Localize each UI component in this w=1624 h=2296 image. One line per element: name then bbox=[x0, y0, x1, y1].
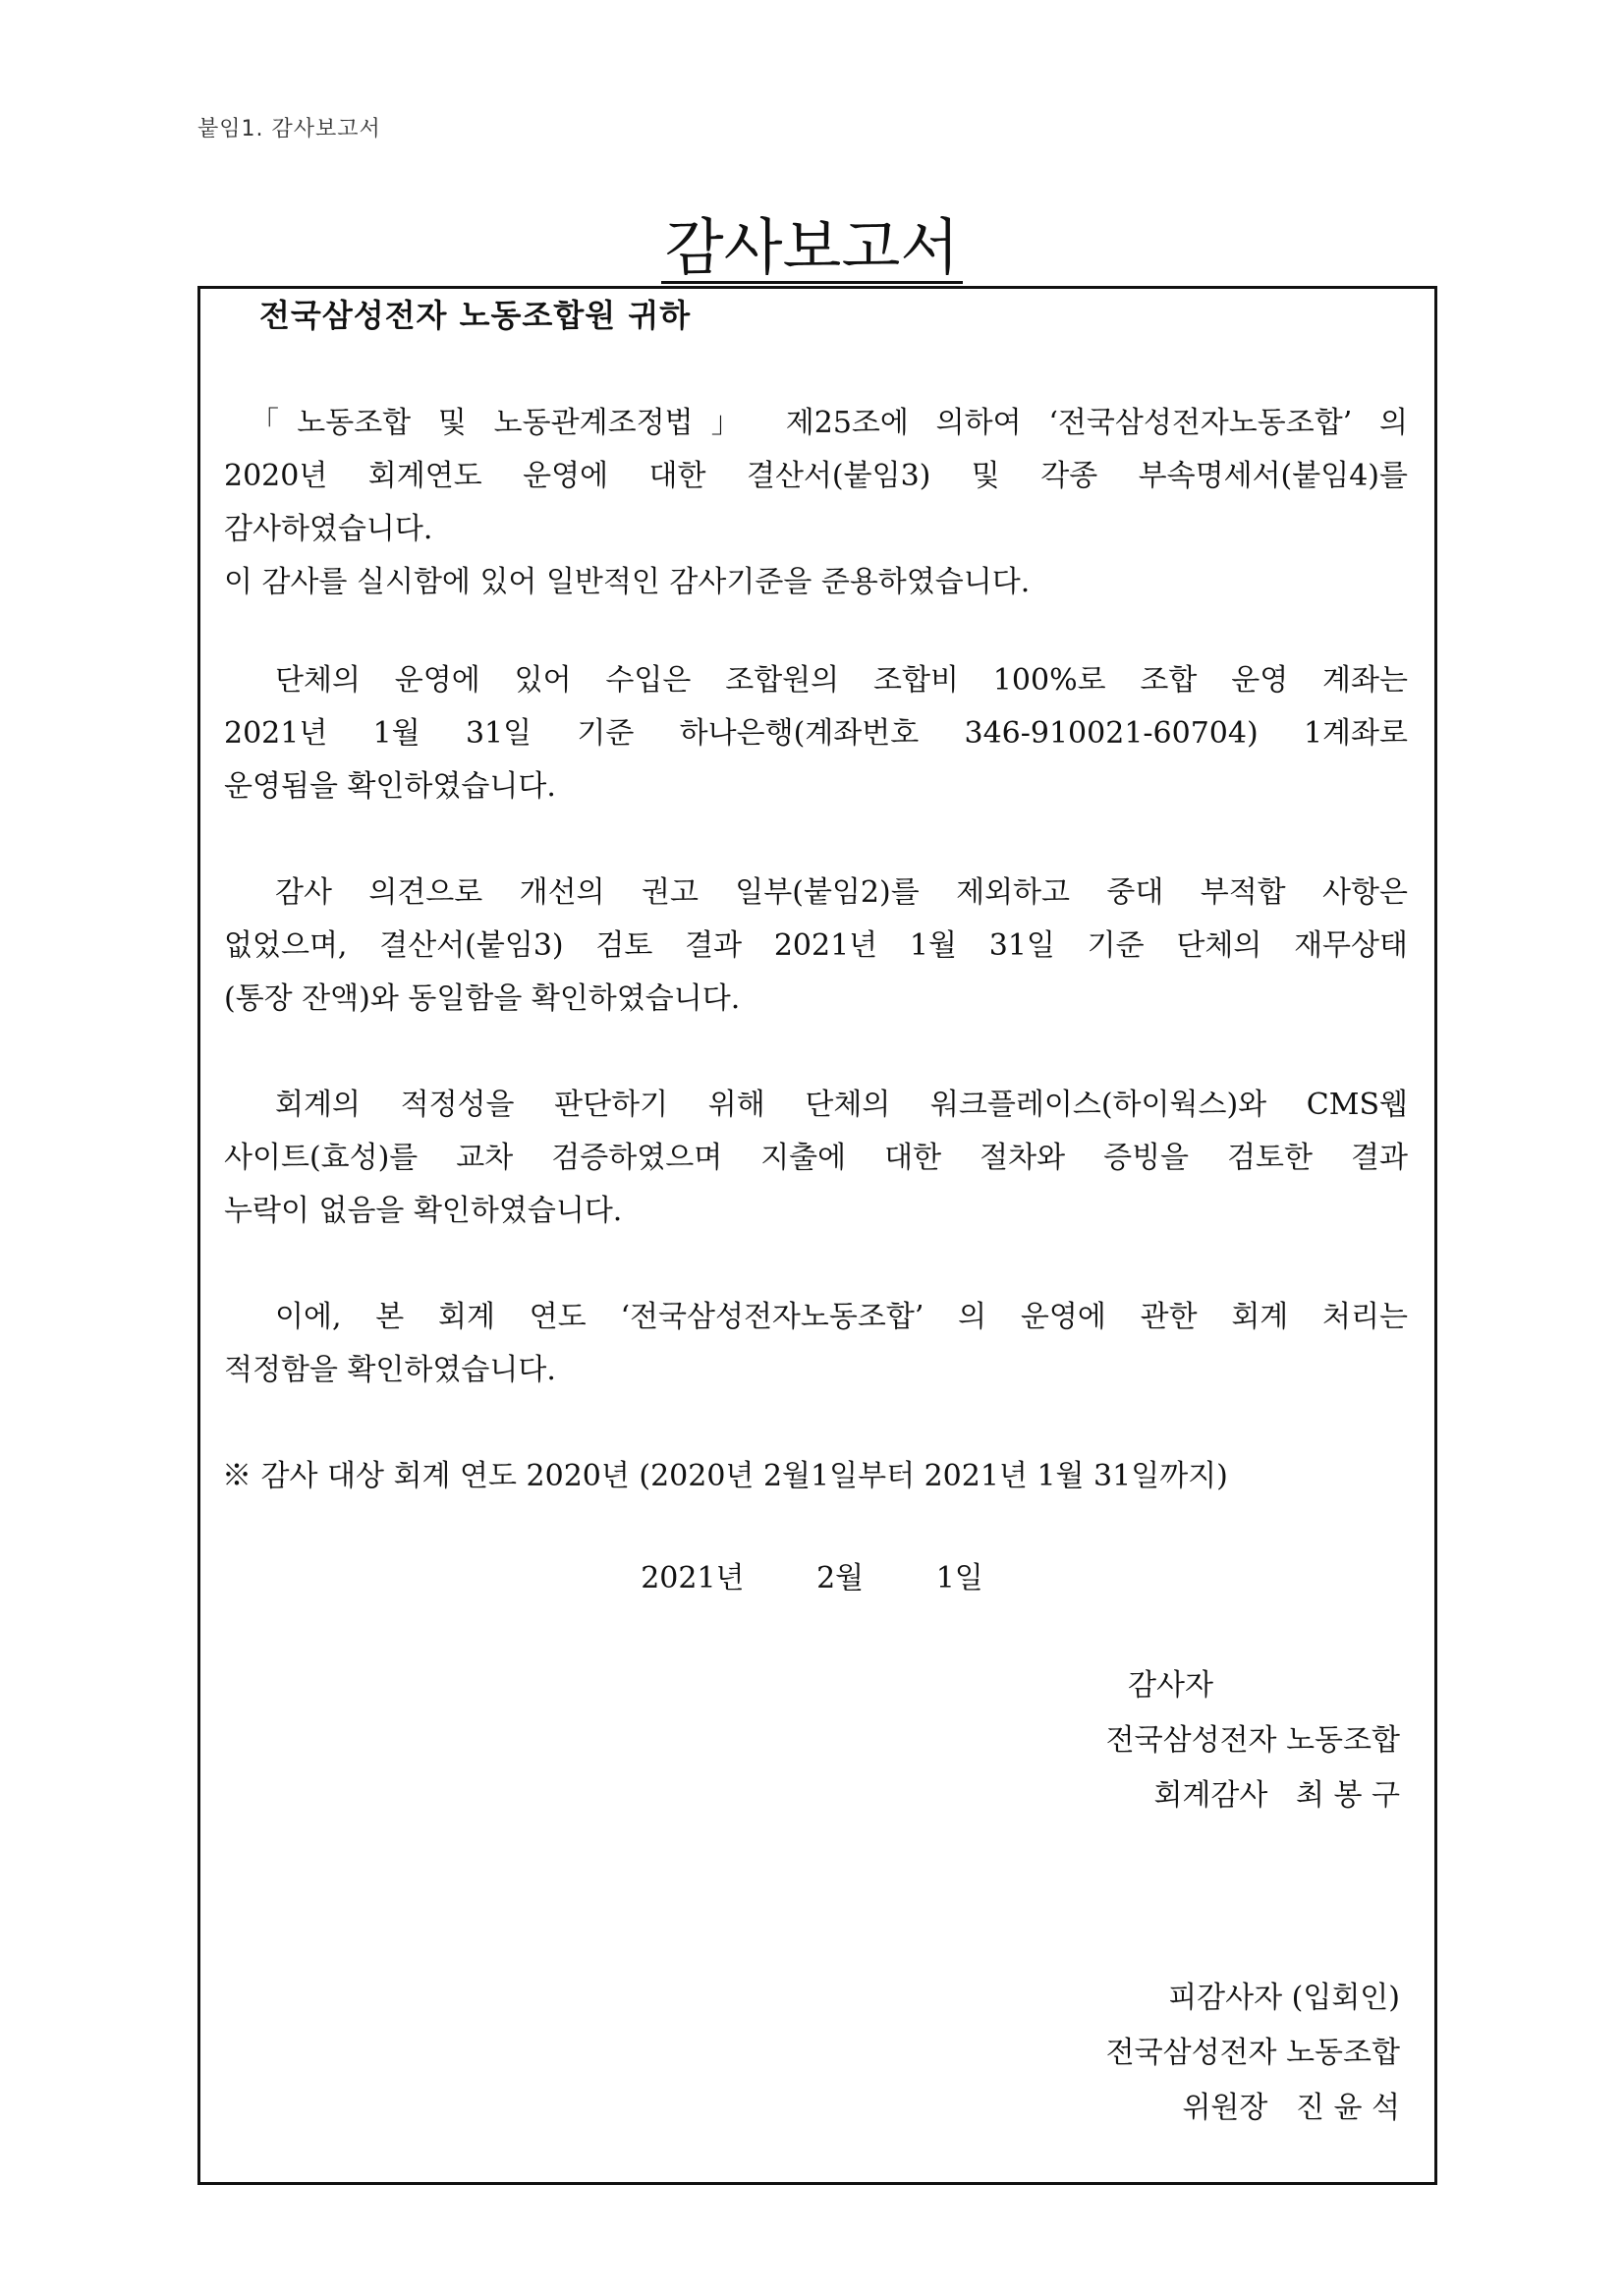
paragraph-audit-opinion bbox=[224, 867, 1408, 1026]
auditee-name: 위원장 진 윤 석 bbox=[1182, 2091, 1400, 2125]
date-year: 2021년 bbox=[641, 1561, 745, 1596]
paragraph-line: 2021년 1월 31일 기준 하나은행(계좌번호 346-910021-60704) 1계좌로 bbox=[224, 716, 1408, 751]
paragraph-line: 회계의 적정성을 판단하기 위해 단체의 워크플레이스(하이웍스)와 CMS웹 bbox=[275, 1088, 1408, 1122]
paragraph-line: 운영됨을 확인하였습니다. bbox=[224, 769, 556, 804]
paragraph-line: 없었으며, 결산서(붙임3) 검토 결과 2021년 1월 31일 기준 단체의 재무상태 bbox=[224, 928, 1408, 963]
paragraph-line: 「노동조합 및 노동관계조정법」 제25조에 의하여 ‘전국삼성전자노동조합’ 의 bbox=[250, 406, 1408, 440]
audit-period-note: ※ 감사 대상 회계 연도 2020년 (2020년 2월1일부터 2021년 1월 31일까지) bbox=[222, 1459, 1228, 1493]
paragraph-income-account bbox=[224, 654, 1408, 813]
paragraph-line: 이 감사를 실시함에 있어 일반적인 감사기준을 준용하였습니다. bbox=[224, 565, 1031, 599]
paragraph-cross-verification bbox=[224, 1079, 1408, 1238]
document-title-text: 감사보고서 bbox=[661, 214, 963, 284]
paragraph-line: 감사 의견으로 개선의 권고 일부(붙임2)를 제외하고 중대 부적합 사항은 bbox=[275, 875, 1408, 910]
auditee-signature-block bbox=[1106, 1971, 1400, 2136]
paragraph-line: 이에, 본 회계 연도 ‘전국삼성전자노동조합’ 의 운영에 관한 회계 처리는 bbox=[275, 1300, 1408, 1334]
paragraph-line: 누락이 없음을 확인하였습니다. bbox=[224, 1194, 623, 1228]
paragraph-line: (통장 잔액)와 동일함을 확인하였습니다. bbox=[224, 981, 741, 1016]
auditor-org: 전국삼성전자 노동조합 bbox=[1105, 1723, 1400, 1758]
auditor-signature-block bbox=[1106, 1658, 1400, 1823]
paragraph-line: 단체의 운영에 있어 수입은 조합원의 조합비 100%로 조합 운영 계좌는 bbox=[275, 663, 1408, 698]
addressee: 전국삼성전자 노동조합원 귀하 bbox=[259, 297, 692, 334]
paragraph-legal-basis bbox=[224, 397, 1408, 609]
paragraph-line: 사이트(효성)를 교차 검증하였으며 지출에 대한 절차와 증빙을 검토한 결과 bbox=[224, 1141, 1408, 1175]
paragraph-line: 적정함을 확인하였습니다. bbox=[224, 1353, 556, 1387]
auditor-role: 감사자 bbox=[1128, 1668, 1213, 1703]
report-date bbox=[0, 1552, 1624, 1605]
paragraph-conclusion bbox=[224, 1291, 1408, 1397]
date-month: 2월 bbox=[816, 1561, 865, 1596]
date-day: 1일 bbox=[935, 1561, 983, 1596]
auditee-org: 전국삼성전자 노동조합 bbox=[1105, 2036, 1400, 2070]
paragraph-line: 감사하였습니다. bbox=[224, 512, 433, 546]
auditor-name: 회계감사 최 봉 구 bbox=[1153, 1778, 1400, 1813]
attachment-label: 붙임1. 감사보고서 bbox=[197, 117, 381, 141]
auditee-role: 피감사자 (입회인) bbox=[1168, 1981, 1400, 2015]
document-title bbox=[0, 208, 1624, 287]
paragraph-line: 2020년 회계연도 운영에 대한 결산서(붙임3) 및 각종 부속명세서(붙임4)를 bbox=[224, 459, 1408, 493]
